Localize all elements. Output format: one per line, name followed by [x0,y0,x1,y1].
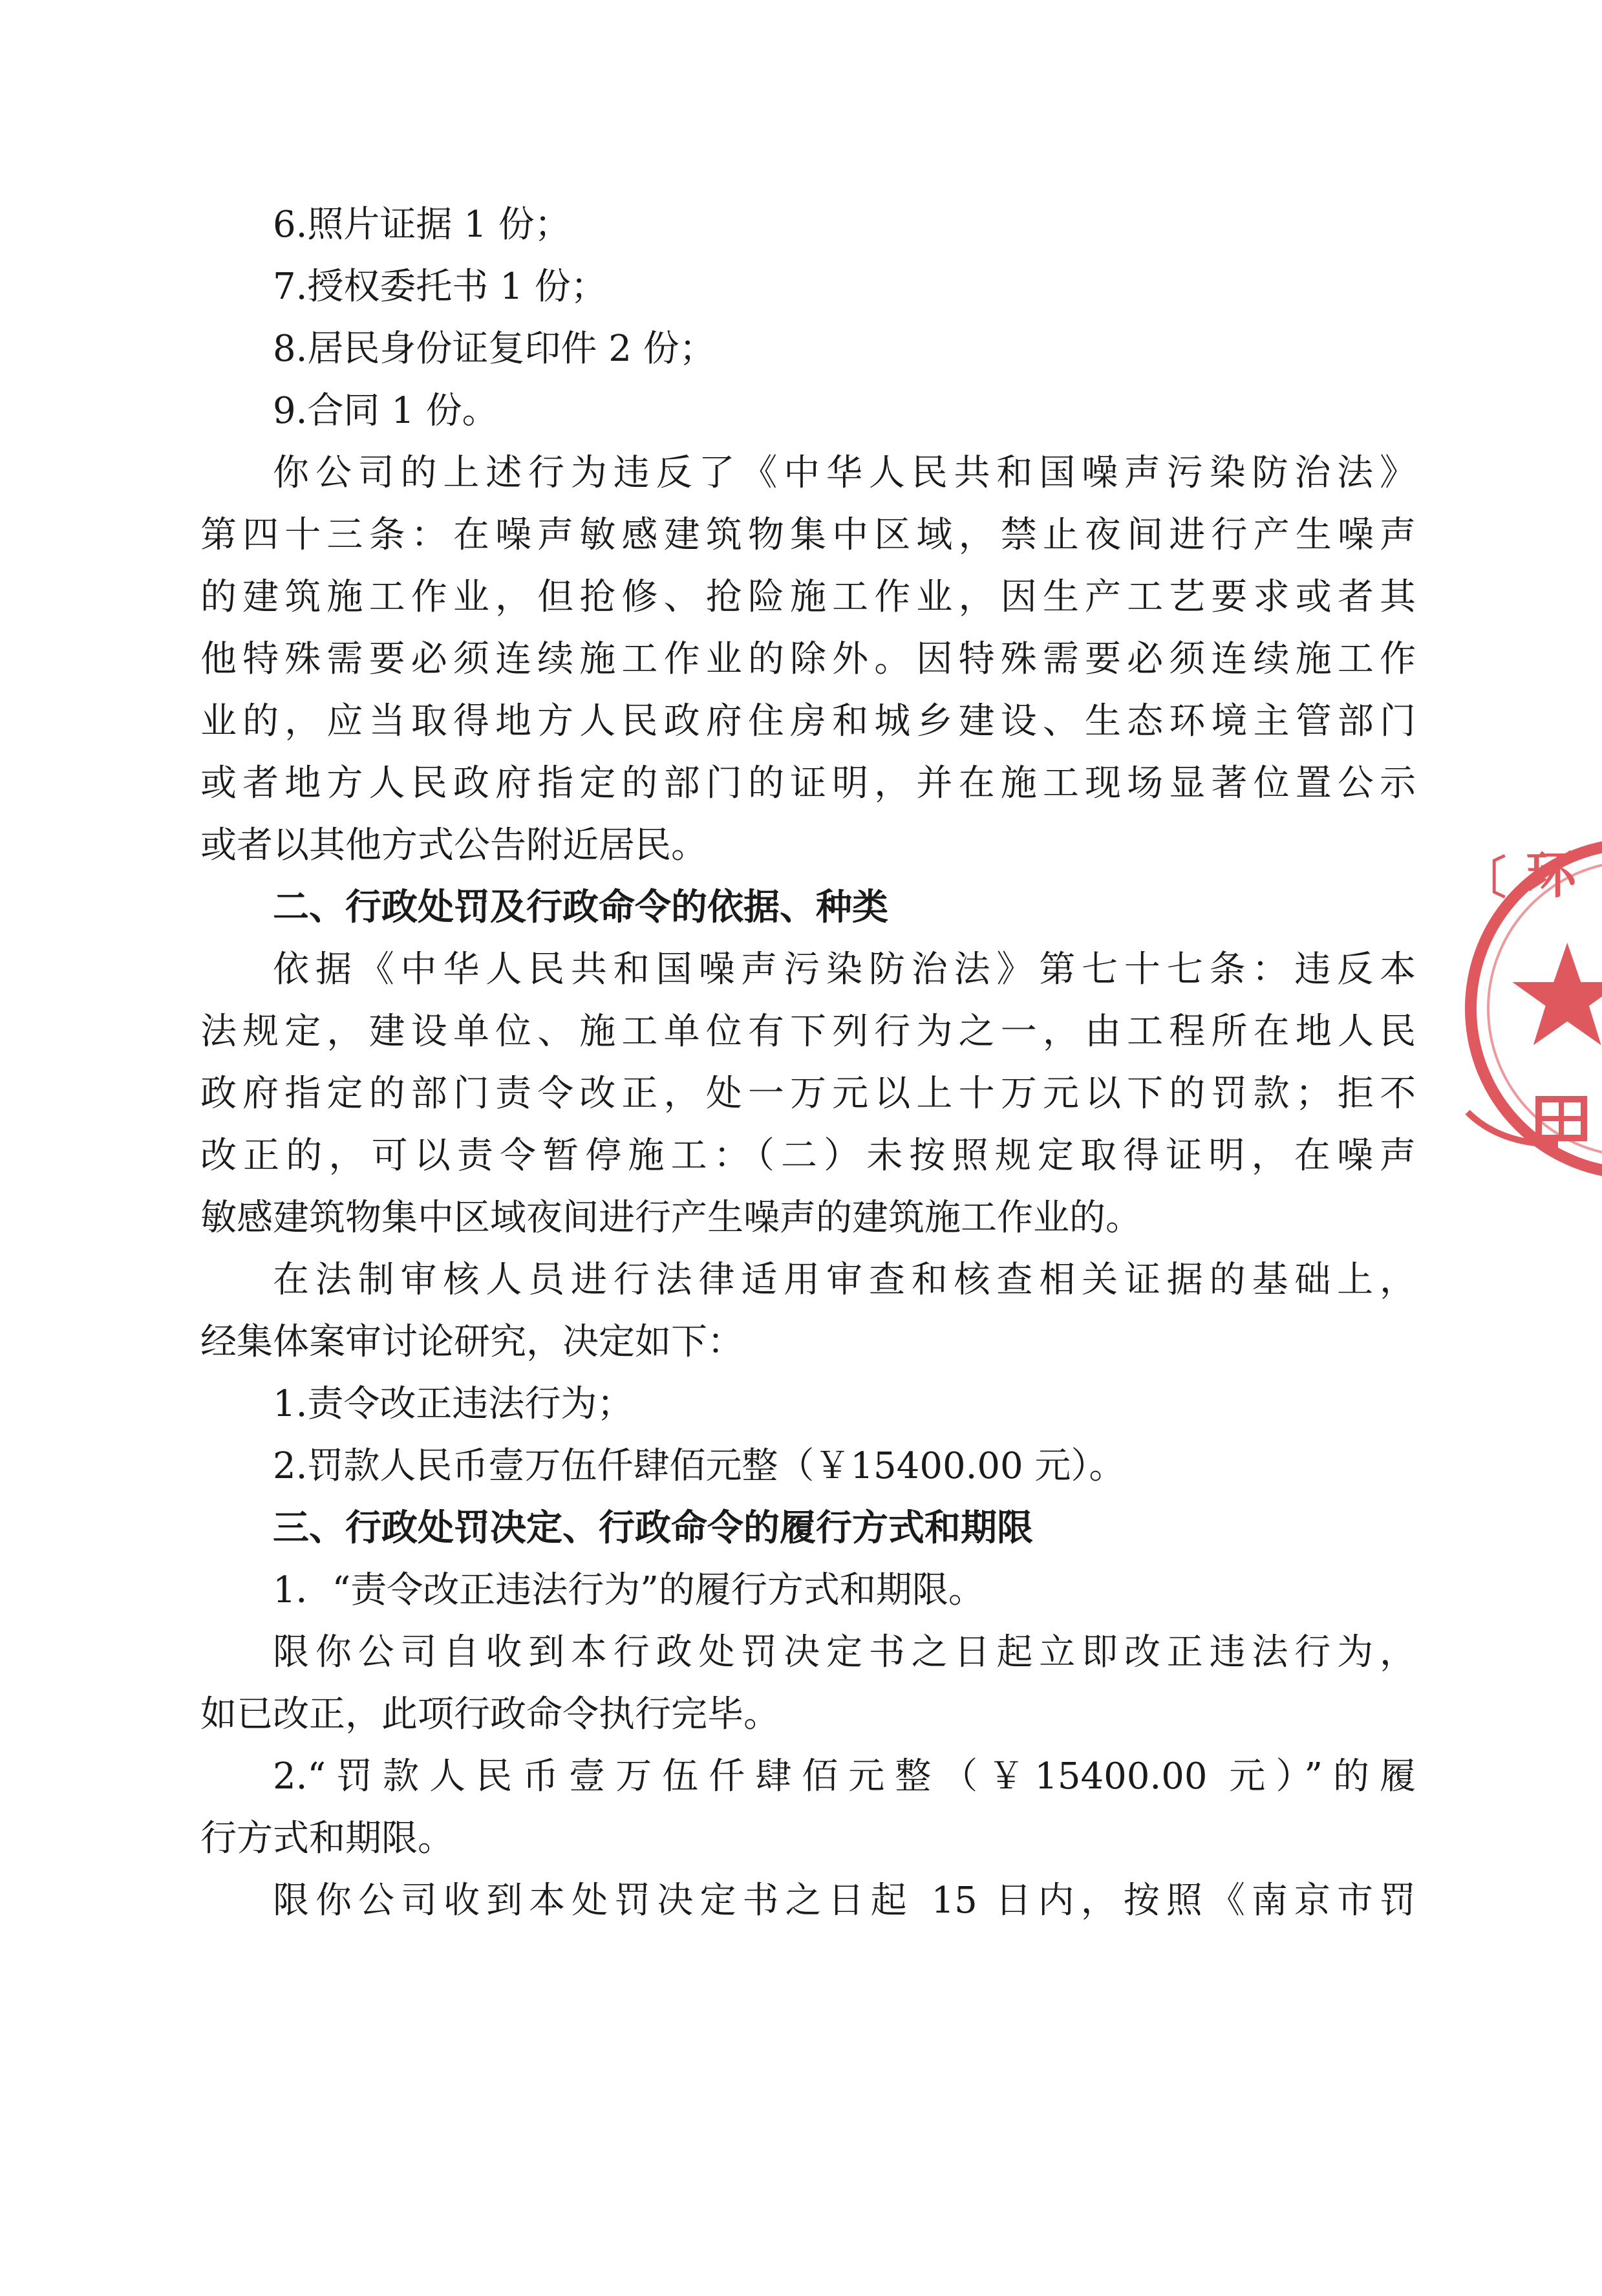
paragraph-line: 限你公司收到本处罚决定书之日起 15 日内，按照《南京市罚 [273,1880,1416,1922]
paragraph-line: 他特殊需要必须连续施工作业的除外。因特殊需要必须连续施工作 [200,638,1416,680]
paragraph-line: 经集体案审讨论研究，决定如下： [200,1321,743,1363]
section-heading-basis: 二、行政处罚及行政命令的依据、种类 [273,886,888,928]
paragraph-line: 敏感建筑物集中区域夜间进行产生噪声的建筑施工作业的。 [200,1197,1142,1239]
seal-text: 环 [1526,846,1577,905]
list-item-contract: 9.合同 1 份。 [273,390,498,432]
paragraph-line: 行方式和期限。 [200,1818,454,1860]
paragraph-line: 你公司的上述行为违反了《中华人民共和国噪声污染防治法》 [273,452,1416,494]
official-seal-stamp [1442,841,1602,1203]
svg-text:〔: 〔 [1461,851,1506,905]
paragraph-line: 依据《中华人民共和国噪声污染防治法》第七十七条：违反本 [273,949,1416,991]
decision-item-correct: 1.责令改正违法行为； [273,1383,634,1425]
paragraph-line: 政府指定的部门责令改正，处一万元以上十万元以下的罚款；拒不 [200,1073,1416,1115]
paragraph-line: 在法制审核人员进行法律适用审查和核查相关证据的基础上， [273,1259,1416,1301]
paragraph-line: 的建筑施工作业，但抢修、抢险施工作业，因生产工艺要求或者其 [200,576,1416,618]
execution-item-correct: 1．“责令改正违法行为”的履行方式和期限。 [273,1569,985,1611]
document-body [200,194,1416,1932]
list-item-photo-evidence: 6.照片证据 1 份； [273,204,571,246]
paragraph-line: 限你公司自收到本行政处罚决定书之日起立即改正违法行为， [273,1631,1416,1673]
list-item-id-copies: 8.居民身份证复印件 2 份； [273,328,716,370]
seal-graphic [1442,841,1602,1203]
paragraph-line: 改正的，可以责令暂停施工：（二）未按照规定取得证明，在噪声 [200,1135,1416,1177]
section-heading-execution: 三、行政处罚决定、行政命令的履行方式和期限 [273,1507,1033,1549]
decision-item-fine: 2.罚款人民币壹万伍仟肆佰元整（￥15400.00 元）。 [273,1445,1126,1487]
paragraph-line: 或者以其他方式公告附近居民。 [200,824,707,866]
paragraph-line: 业的，应当取得地方人民政府住房和城乡建设、生态环境主管部门 [200,700,1416,742]
paragraph-line: 第四十三条：在噪声敏感建筑物集中区域，禁止夜间进行产生噪声 [200,514,1416,556]
list-item-power-of-attorney: 7.授权委托书 1 份； [273,266,607,308]
execution-item-fine: 2.“罚款人民币壹万伍仟肆佰元整（￥15400.00 元）”的履 [273,1755,1416,1797]
paragraph-line: 法规定，建设单位、施工单位有下列行为之一，由工程所在地人民 [200,1011,1416,1053]
paragraph-line: 如已改正，此项行政命令执行完毕。 [200,1693,780,1735]
paragraph-line: 或者地方人民政府指定的部门的证明，并在施工现场显著位置公示 [200,762,1416,804]
